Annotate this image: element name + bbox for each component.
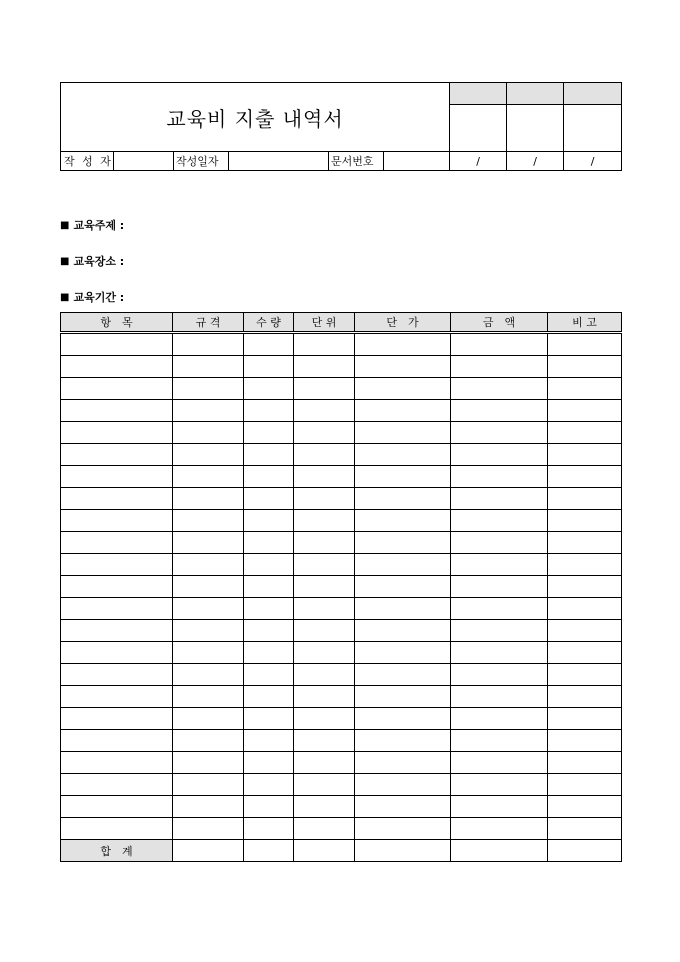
cell-unit-price[interactable]	[355, 466, 451, 488]
cell-unit-price[interactable]	[355, 422, 451, 444]
cell-item[interactable]	[61, 818, 173, 840]
cell-spec[interactable]	[173, 400, 244, 422]
total-cell[interactable]	[294, 840, 355, 862]
cell-quantity[interactable]	[244, 774, 294, 796]
table-row	[61, 422, 622, 444]
cell-remarks[interactable]	[548, 620, 622, 642]
cell-spec[interactable]	[173, 774, 244, 796]
square-bullet-icon: ■	[60, 255, 70, 267]
cell-unit-price[interactable]	[355, 510, 451, 532]
cell-remarks[interactable]	[548, 356, 622, 378]
table-row	[61, 333, 622, 356]
cell-amount[interactable]	[451, 620, 548, 642]
cell-spec[interactable]	[173, 554, 244, 576]
place-line	[60, 253, 124, 269]
topic-line	[60, 217, 124, 233]
cell-item[interactable]	[61, 510, 173, 532]
cell-unit-price[interactable]	[355, 400, 451, 422]
cell-unit-price[interactable]	[355, 532, 451, 554]
table-row	[61, 532, 622, 554]
cell-unit-price[interactable]	[355, 333, 451, 356]
cell-quantity[interactable]	[244, 554, 294, 576]
cell-remarks[interactable]	[548, 444, 622, 466]
cell-spec[interactable]	[173, 642, 244, 664]
cell-amount[interactable]	[451, 686, 548, 708]
cell-unit[interactable]	[294, 818, 355, 840]
cell-amount[interactable]	[451, 554, 548, 576]
total-cell[interactable]	[451, 840, 548, 862]
cell-remarks[interactable]	[548, 333, 622, 356]
docno-label: 문서번호	[329, 152, 384, 171]
cell-remarks[interactable]	[548, 774, 622, 796]
cell-spec[interactable]	[173, 488, 244, 510]
cell-amount[interactable]	[451, 333, 548, 356]
cell-amount[interactable]	[451, 664, 548, 686]
table-row	[61, 752, 622, 774]
cell-amount[interactable]	[451, 378, 548, 400]
cell-spec[interactable]	[173, 510, 244, 532]
cell-unit[interactable]	[294, 642, 355, 664]
column-header-amount: 금 액	[451, 313, 548, 333]
cell-item[interactable]	[61, 532, 173, 554]
cell-spec[interactable]	[173, 356, 244, 378]
cell-item[interactable]	[61, 598, 173, 620]
cell-unit-price[interactable]	[355, 664, 451, 686]
cell-amount[interactable]	[451, 488, 548, 510]
cell-remarks[interactable]	[548, 422, 622, 444]
document-title: 교육비 지출 내역서	[61, 83, 450, 152]
table-row	[61, 400, 622, 422]
square-bullet-icon: ■	[60, 291, 70, 303]
cell-quantity[interactable]	[244, 378, 294, 400]
column-header-quantity: 수 량	[244, 313, 294, 333]
cell-item[interactable]	[61, 774, 173, 796]
column-header-spec: 규 격	[173, 313, 244, 333]
cell-quantity[interactable]	[244, 664, 294, 686]
cell-unit[interactable]	[294, 598, 355, 620]
cell-amount[interactable]	[451, 818, 548, 840]
cell-quantity[interactable]	[244, 466, 294, 488]
cell-item[interactable]	[61, 642, 173, 664]
table-row	[61, 796, 622, 818]
cell-unit-price[interactable]	[355, 796, 451, 818]
cell-unit[interactable]	[294, 356, 355, 378]
cell-remarks[interactable]	[548, 400, 622, 422]
cell-quantity[interactable]	[244, 708, 294, 730]
total-cell[interactable]	[244, 840, 294, 862]
total-cell[interactable]	[355, 840, 451, 862]
cell-quantity[interactable]	[244, 333, 294, 356]
cell-unit[interactable]	[294, 510, 355, 532]
table-header-row	[61, 313, 622, 333]
cell-unit-price[interactable]	[355, 642, 451, 664]
cell-unit-price[interactable]	[355, 620, 451, 642]
cell-unit[interactable]	[294, 488, 355, 510]
cell-quantity[interactable]	[244, 488, 294, 510]
cell-unit-price[interactable]	[355, 576, 451, 598]
cell-quantity[interactable]	[244, 576, 294, 598]
cell-amount[interactable]	[451, 730, 548, 752]
approval-sign-cell[interactable]	[564, 105, 622, 152]
table-row	[61, 730, 622, 752]
cell-item[interactable]	[61, 400, 173, 422]
approval-sign-cell[interactable]	[507, 105, 564, 152]
table-row	[61, 598, 622, 620]
table-row	[61, 488, 622, 510]
cell-amount[interactable]	[451, 532, 548, 554]
cell-unit-price[interactable]	[355, 730, 451, 752]
square-bullet-icon: ■	[60, 219, 70, 231]
cell-quantity[interactable]	[244, 400, 294, 422]
cell-spec[interactable]	[173, 598, 244, 620]
cell-amount[interactable]	[451, 708, 548, 730]
cell-unit-price[interactable]	[355, 686, 451, 708]
cell-unit[interactable]	[294, 422, 355, 444]
table-row	[61, 554, 622, 576]
cell-unit[interactable]	[294, 796, 355, 818]
table-row	[61, 378, 622, 400]
cell-quantity[interactable]	[244, 356, 294, 378]
cell-item[interactable]	[61, 333, 173, 356]
cell-quantity[interactable]	[244, 444, 294, 466]
cell-item[interactable]	[61, 796, 173, 818]
cell-remarks[interactable]	[548, 752, 622, 774]
cell-unit-price[interactable]	[355, 752, 451, 774]
cell-unit-price[interactable]	[355, 488, 451, 510]
cell-unit[interactable]	[294, 708, 355, 730]
place-label: 교육장소 :	[73, 255, 125, 268]
cell-item[interactable]	[61, 576, 173, 598]
cell-remarks[interactable]	[548, 466, 622, 488]
cell-amount[interactable]	[451, 576, 548, 598]
cell-unit-price[interactable]	[355, 774, 451, 796]
cell-remarks[interactable]	[548, 708, 622, 730]
cell-remarks[interactable]	[548, 576, 622, 598]
cell-quantity[interactable]	[244, 752, 294, 774]
cell-amount[interactable]	[451, 466, 548, 488]
cell-unit[interactable]	[294, 774, 355, 796]
table-row	[61, 356, 622, 378]
cell-amount[interactable]	[451, 752, 548, 774]
cell-quantity[interactable]	[244, 598, 294, 620]
approval-date-cell[interactable]: /	[564, 152, 622, 171]
cell-amount[interactable]	[451, 444, 548, 466]
cell-remarks[interactable]	[548, 686, 622, 708]
cell-spec[interactable]	[173, 664, 244, 686]
cell-amount[interactable]	[451, 400, 548, 422]
cell-unit-price[interactable]	[355, 708, 451, 730]
column-header-unit-price: 단 가	[355, 313, 451, 333]
cell-unit[interactable]	[294, 444, 355, 466]
cell-quantity[interactable]	[244, 796, 294, 818]
approval-header-cell	[450, 83, 507, 105]
cell-amount[interactable]	[451, 642, 548, 664]
cell-item[interactable]	[61, 686, 173, 708]
cell-spec[interactable]	[173, 422, 244, 444]
table-row	[61, 510, 622, 532]
total-row	[61, 840, 622, 862]
approval-header-cell	[564, 83, 622, 105]
cell-quantity[interactable]	[244, 642, 294, 664]
approval-header-cell	[507, 83, 564, 105]
period-label: 교육기간 :	[73, 291, 125, 304]
date-label: 작성일자	[174, 152, 229, 171]
cell-spec[interactable]	[173, 708, 244, 730]
table-row	[61, 818, 622, 840]
cell-quantity[interactable]	[244, 730, 294, 752]
cell-amount[interactable]	[451, 774, 548, 796]
cell-unit[interactable]	[294, 333, 355, 356]
cell-unit[interactable]	[294, 664, 355, 686]
author-label: 작 성 자	[61, 152, 114, 171]
cell-amount[interactable]	[451, 422, 548, 444]
date-field[interactable]	[229, 152, 329, 171]
cell-item[interactable]	[61, 620, 173, 642]
cell-unit[interactable]	[294, 686, 355, 708]
cell-quantity[interactable]	[244, 532, 294, 554]
cell-amount[interactable]	[451, 796, 548, 818]
approval-date-cell[interactable]: /	[450, 152, 507, 171]
cell-remarks[interactable]	[548, 532, 622, 554]
cell-item[interactable]	[61, 554, 173, 576]
cell-quantity[interactable]	[244, 818, 294, 840]
table-row	[61, 774, 622, 796]
total-cell[interactable]	[548, 840, 622, 862]
cell-unit[interactable]	[294, 466, 355, 488]
cell-item[interactable]	[61, 488, 173, 510]
cell-unit[interactable]	[294, 730, 355, 752]
cell-spec[interactable]	[173, 818, 244, 840]
cell-remarks[interactable]	[548, 796, 622, 818]
cell-item[interactable]	[61, 708, 173, 730]
table-row	[61, 686, 622, 708]
cell-remarks[interactable]	[548, 664, 622, 686]
cell-unit[interactable]	[294, 576, 355, 598]
cell-item[interactable]	[61, 378, 173, 400]
column-header-remarks: 비 고	[548, 313, 622, 333]
cell-unit-price[interactable]	[355, 378, 451, 400]
total-label: 합 계	[61, 840, 173, 862]
table-row	[61, 664, 622, 686]
cell-spec[interactable]	[173, 444, 244, 466]
cell-item[interactable]	[61, 444, 173, 466]
cell-spec[interactable]	[173, 686, 244, 708]
cell-item[interactable]	[61, 422, 173, 444]
cell-remarks[interactable]	[548, 488, 622, 510]
cell-quantity[interactable]	[244, 620, 294, 642]
cell-spec[interactable]	[173, 620, 244, 642]
cell-unit-price[interactable]	[355, 554, 451, 576]
cell-item[interactable]	[61, 356, 173, 378]
cell-spec[interactable]	[173, 576, 244, 598]
table-row	[61, 642, 622, 664]
table-row	[61, 576, 622, 598]
cell-spec[interactable]	[173, 333, 244, 356]
table-row	[61, 444, 622, 466]
cell-unit-price[interactable]	[355, 818, 451, 840]
period-line	[60, 289, 124, 305]
cell-remarks[interactable]	[548, 818, 622, 840]
table-row	[61, 466, 622, 488]
cell-item[interactable]	[61, 752, 173, 774]
cell-remarks[interactable]	[548, 378, 622, 400]
cell-remarks[interactable]	[548, 598, 622, 620]
cell-amount[interactable]	[451, 510, 548, 532]
approval-sign-cell[interactable]	[450, 105, 507, 152]
cell-unit[interactable]	[294, 752, 355, 774]
cell-unit-price[interactable]	[355, 598, 451, 620]
cell-quantity[interactable]	[244, 422, 294, 444]
cell-quantity[interactable]	[244, 686, 294, 708]
cell-quantity[interactable]	[244, 510, 294, 532]
cell-spec[interactable]	[173, 730, 244, 752]
cell-item[interactable]	[61, 466, 173, 488]
cell-spec[interactable]	[173, 532, 244, 554]
cell-unit[interactable]	[294, 378, 355, 400]
docno-field[interactable]	[384, 152, 450, 171]
cell-item[interactable]	[61, 664, 173, 686]
cell-amount[interactable]	[451, 356, 548, 378]
author-field[interactable]	[114, 152, 174, 171]
cell-amount[interactable]	[451, 598, 548, 620]
column-header-item: 항 목	[61, 313, 173, 333]
cell-spec[interactable]	[173, 796, 244, 818]
document-header	[60, 82, 622, 171]
approval-date-cell[interactable]: /	[507, 152, 564, 171]
table-row	[61, 708, 622, 730]
cell-spec[interactable]	[173, 378, 244, 400]
cell-spec[interactable]	[173, 752, 244, 774]
cell-unit[interactable]	[294, 554, 355, 576]
expense-table	[60, 312, 622, 862]
cell-remarks[interactable]	[548, 510, 622, 532]
total-cell[interactable]	[173, 840, 244, 862]
cell-unit-price[interactable]	[355, 356, 451, 378]
cell-unit[interactable]	[294, 620, 355, 642]
cell-item[interactable]	[61, 730, 173, 752]
cell-remarks[interactable]	[548, 730, 622, 752]
column-header-unit: 단 위	[294, 313, 355, 333]
table-row	[61, 620, 622, 642]
cell-unit[interactable]	[294, 400, 355, 422]
cell-spec[interactable]	[173, 466, 244, 488]
topic-label: 교육주제 :	[73, 219, 125, 232]
cell-remarks[interactable]	[548, 554, 622, 576]
cell-unit-price[interactable]	[355, 444, 451, 466]
cell-unit[interactable]	[294, 532, 355, 554]
cell-remarks[interactable]	[548, 642, 622, 664]
